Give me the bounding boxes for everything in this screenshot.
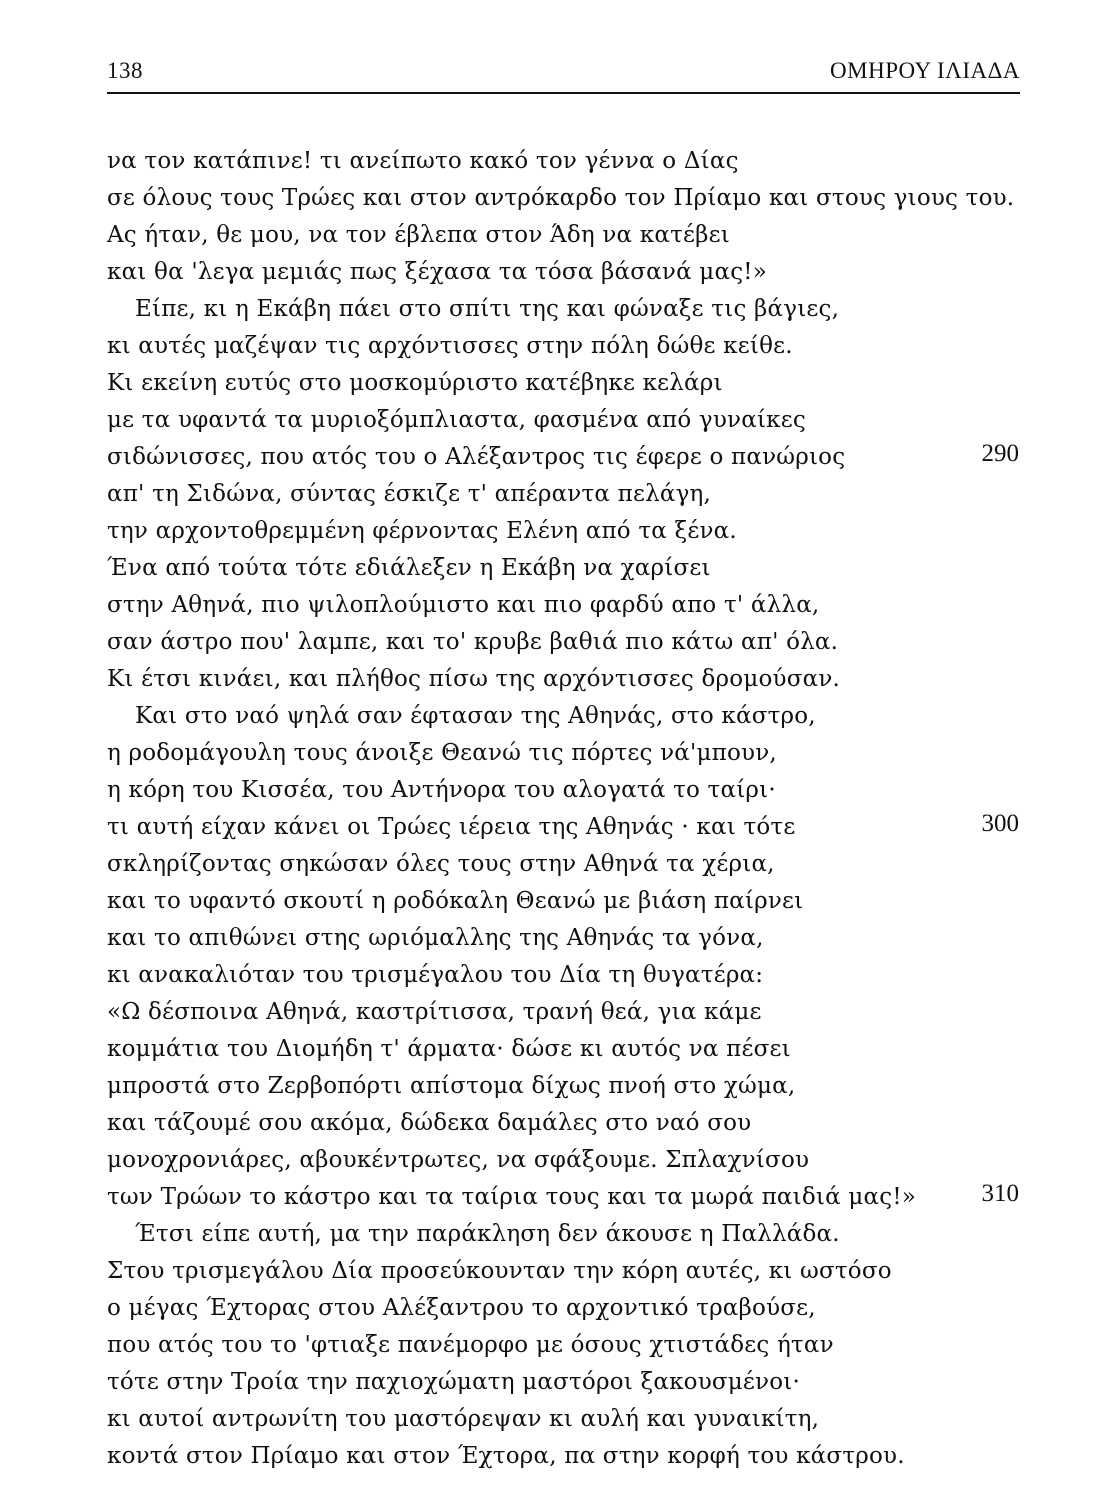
verse-line: σκληρίζοντας σηκώσαν όλες τους στην Αθηνά τα χέρια,	[107, 851, 775, 877]
verse-line: με τα υφαντά τα μυριοξόμπλιαστα, φασμένα από γυναίκες	[107, 407, 806, 433]
verse-line: απ' τη Σιδώνα, σύντας έσκιζε τ' απέραντα πελάγη,	[107, 481, 712, 507]
verse-line: να τον κατάπινε! τι ανείπωτο κακό τον γέννα ο Δίας	[107, 148, 739, 174]
verse-line: Έτσι είπε αυτή, μα την παράκληση δεν άκουσε η Παλλάδα.	[135, 1221, 840, 1247]
verse-line: σαν άστρο που' λαμπε, και το' κρυβε βαθιά πιο κάτω απ' όλα.	[107, 629, 839, 655]
verse-line: την αρχοντοθρεμμένη φέρνοντας Ελένη από τα ξένα.	[107, 518, 737, 544]
verse-line: Είπε, κι η Εκάβη πάει στο σπίτι της και φώναξε τις βάγιες,	[135, 296, 840, 322]
verse-line: Κι έτσι κινάει, και πλήθος πίσω της αρχόντισσες δρομούσαν.	[107, 666, 841, 692]
verse-line: σε όλους τους Τρώες και στον αντρόκαρδο τον Πρίαμο και στους γιους του.	[107, 185, 1015, 211]
verse-line: η ροδομάγουλη τους άνοιξε Θεανώ τις πόρτες νά'μπουν,	[107, 740, 777, 766]
verse-line: «Ω δέσποινα Αθηνά, καστρίτισσα, τρανή θεά, για κάμε	[107, 999, 762, 1025]
page-number: 138	[107, 58, 143, 83]
verse-line: Και στο ναό ψηλά σαν έφτασαν της Αθηνάς, στο κάστρο,	[135, 703, 816, 729]
verse-line: κι αυτές μαζέψαν τις αρχόντισσες στην πόλη δώθε κείθε.	[107, 333, 793, 359]
verse-line: κομμάτια του Διομήδη τ' άρματα· δώσε κι αυτός να πέσει	[107, 1036, 791, 1062]
verse-line: Ένα από τούτα τότε εδιάλεξεν η Εκάβη να χαρίσει	[107, 555, 711, 581]
verse-line: η κόρη του Κισσέα, του Αντήνορα του αλογατά το ταίρι·	[107, 777, 776, 803]
verse-line: τι αυτή είχαν κάνει οι Τρώες ιέρεια της Αθηνάς · και τότε	[107, 814, 796, 840]
verse-line: Κι εκείνη ευτύς στο μοσκομύριστο κατέβηκε κελάρι	[107, 370, 723, 396]
verse-line: κοντά στον Πρίαμο και στον Έχτορα, πα στην κορφή του κάστρου.	[107, 1443, 905, 1469]
verse-line: των Τρώων το κάστρο και τα ταίρια τους και τα μωρά παιδιά μας!»	[107, 1184, 917, 1210]
line-number: 300	[981, 810, 1019, 837]
verse-line: Στου τρισμεγάλου Δία προσεύκουνταν την κόρη αυτές, κι ωστόσο	[107, 1258, 892, 1284]
verse-line: κι ανακαλιόταν του τρισμέγαλου του Δία τη θυγατέρα:	[107, 962, 764, 988]
line-number: 310	[981, 1180, 1019, 1207]
running-title: ΟΜΗΡΟΥ ΙΛΙΑΔΑ	[830, 58, 1020, 83]
line-number: 290	[981, 440, 1019, 467]
verse-line: και το απιθώνει στης ωριόμαλλης της Αθηνάς τα γόνα,	[107, 925, 764, 951]
verse-line: που ατός του το 'φτιαξε πανέμορφο με όσους χτιστάδες ήταν	[107, 1332, 834, 1358]
verse-line: και θα 'λεγα μεμιάς πως ξέχασα τα τόσα βάσανά μας!»	[107, 259, 767, 285]
verse-line: σιδώνισσες, που ατός του ο Αλέξαντρος τις έφερε ο πανώριος	[107, 444, 846, 470]
verse-line: μονοχρονιάρες, αβουκέντρωτες, να σφάξουμε. Σπλαχνίσου	[107, 1147, 810, 1173]
verse-line: Ας ήταν, θε μου, να τον έβλεπα στον Άδη να κατέβει	[107, 222, 730, 248]
verse-line: κι αυτοί αντρωνίτη του μαστόρεψαν κι αυλή και γυναικίτη,	[107, 1406, 820, 1432]
verse-line: μπροστά στο Ζερβοπόρτι απίστομα δίχως πνοή στο χώμα,	[107, 1073, 796, 1099]
verse-line: και τάζουμέ σου ακόμα, δώδεκα δαμάλες στο ναό σου	[107, 1110, 752, 1136]
verse-line: και το υφαντό σκουτί η ροδόκαλη Θεανώ με βιάση παίρνει	[107, 888, 804, 914]
verse-line: ο μέγας Έχτορας στου Αλέξαντρου το αρχοντικό τραβούσε,	[107, 1295, 816, 1321]
verse-line: τότε στην Τροία την παχιοχώματη μαστόροι ξακουσμένοι·	[107, 1369, 800, 1395]
verse-line: στην Αθηνά, πιο ψιλοπλούμιστο και πιο φαρδύ απο τ' άλλα,	[107, 592, 820, 618]
